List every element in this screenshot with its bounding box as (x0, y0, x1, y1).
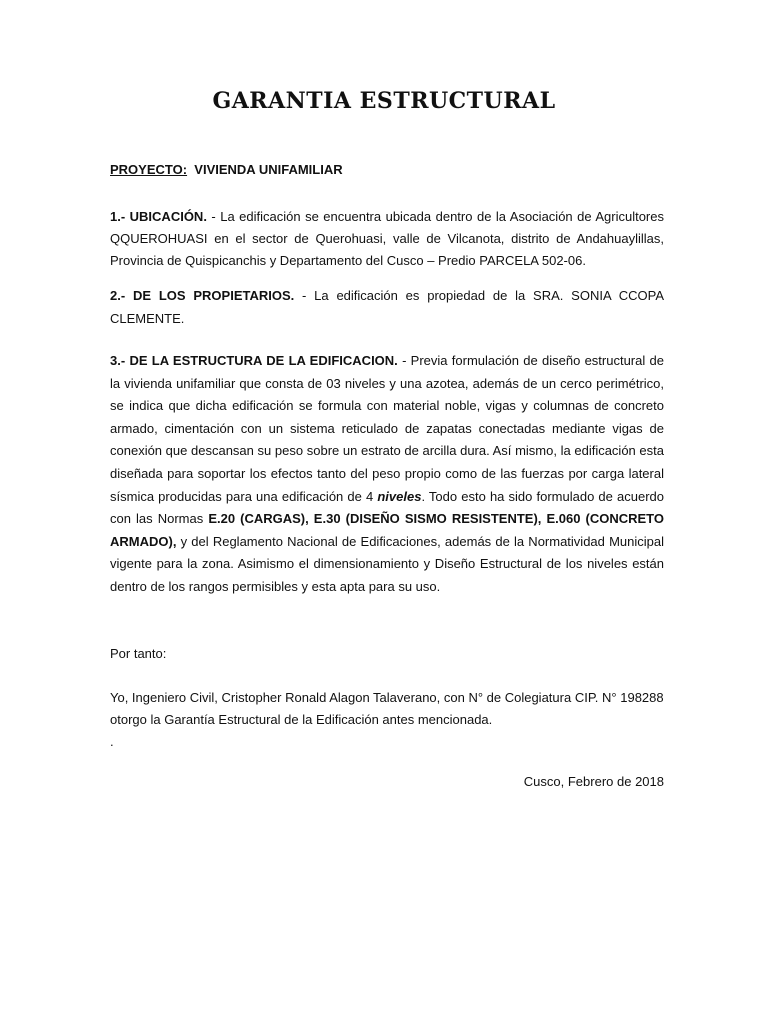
stray-period: . (110, 734, 114, 749)
section-owners-heading: 2.- DE LOS PROPIETARIOS. (110, 288, 295, 303)
section-structure-norms: E.20 (CARGAS), E.30 (DISEÑO SISMO RESISTENTE), E.060 (CONCRETO ARMADO), (110, 511, 664, 549)
place-date: Cusco, Febrero de 2018 (523, 774, 664, 789)
project-line (110, 162, 343, 177)
section-location (110, 206, 664, 272)
section-structure-heading: 3.- DE LA ESTRUCTURA DE LA EDIFICACION. (110, 353, 398, 368)
project-value: VIVIENDA UNIFAMILIAR (194, 162, 343, 177)
section-location-text: - La edificación se encuentra ubicada dentro de la Asociación de Agricultores QQUEROHUASI en el sector de Querohuasi, valle de Vilcanota, distrito de Andahuaylillas, Provincia de Quispicanchis y Departamento del Cusco – Predio PARCELA 502-06. (110, 209, 664, 268)
section-owners (110, 284, 664, 330)
section-structure-text-b: . Todo esto ha sido formulado de acuerdo con las Normas (110, 488, 664, 527)
section-location-heading: 1.- UBICACIÓN. (110, 209, 207, 224)
closing-phrase: Por tanto: (110, 646, 167, 661)
section-structure-text-c: y del Reglamento Nacional de Edificaciones, además de la Normatividad Municipal vigente para la zona. Asimismo el dimensionamiento y Diseño Estructural de los niveles están dentro de los rangos permisibles y esta apta para su uso. (110, 533, 664, 594)
document-title: GARANTIA ESTRUCTURAL (212, 88, 556, 114)
project-label: PROYECTO: (110, 162, 188, 177)
engineer-statement: Yo, Ingeniero Civil, Cristopher Ronald Alagon Talaverano, con N° de Colegiatura CIP. N° 198288 otorgo la Garantía Estructural de la Edificación antes mencionada. (110, 690, 664, 727)
section-structure-text-a: - Previa formulación de diseño estructural de la vivienda unifamiliar que consta de 03 niveles y una azotea, además de un cerco perimétrico, se indica que dicha edificación se formula con material noble, vigas y columnas de concreto armado, cimentación con un sistema reticulado de zapatas conectadas mediante vigas de conexión que descansan su peso sobre un estrato de arcilla dura. Así mismo, la edificación esta diseñada para soportar los efectos tanto del peso propio como de las fuerzas por carga lateral sísmica producidas para una edificación de 4 (110, 353, 664, 504)
section-owners-text: - La edificación es propiedad de la SRA. SONIA CCOPA CLEMENTE. (110, 288, 664, 326)
section-structure-emphasis: niveles (377, 488, 422, 504)
section-structure (110, 350, 664, 599)
